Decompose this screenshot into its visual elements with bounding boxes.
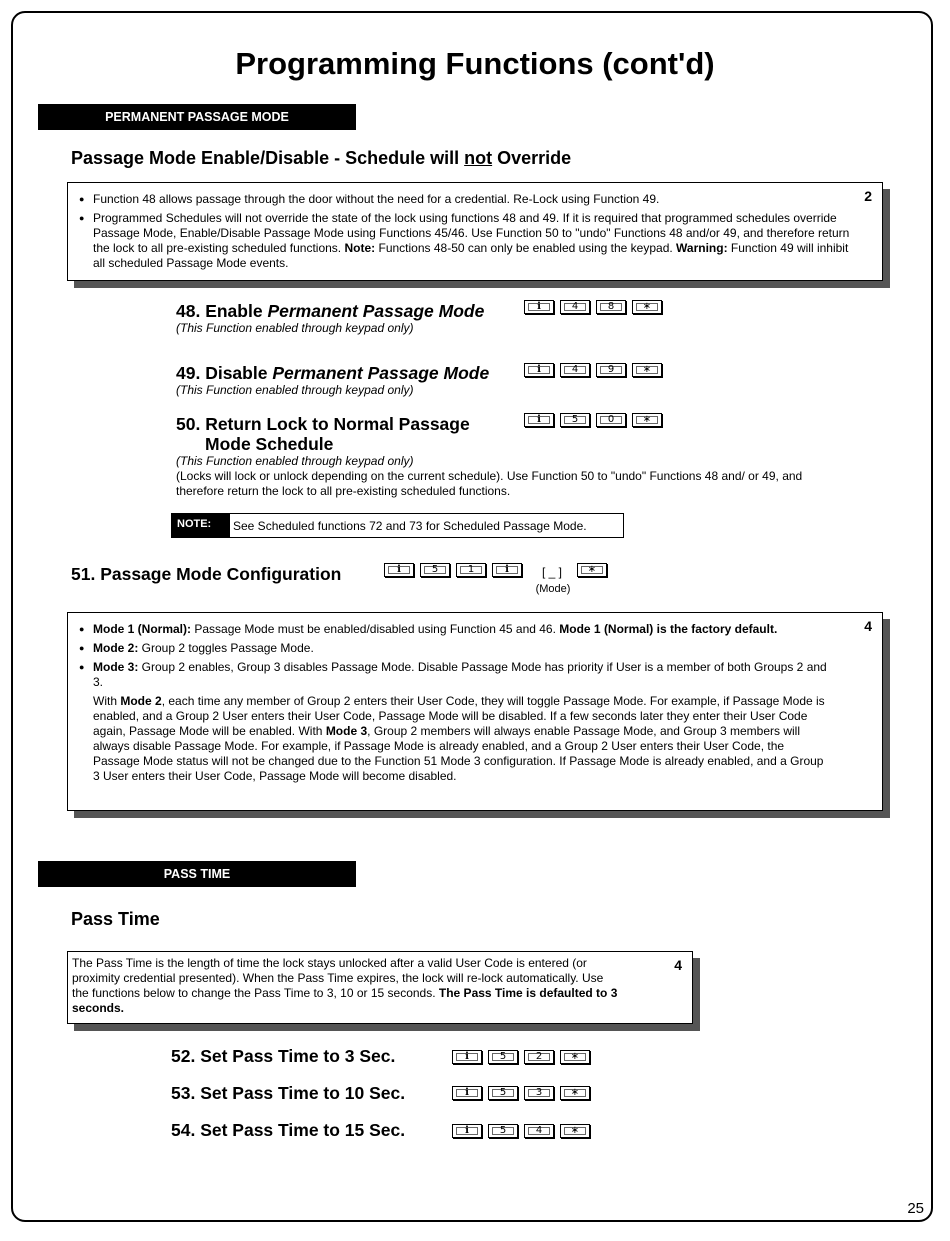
function-48-subtitle: (This Function enabled through keypad only)	[176, 321, 414, 335]
note-box	[171, 513, 624, 538]
key-lock-icon: ℹ	[524, 413, 554, 427]
key-lock-icon: ℹ	[452, 1086, 482, 1100]
key-1: 1	[456, 563, 486, 577]
mode-config-info-box	[67, 612, 883, 811]
section-bar-pass-time: PASS TIME	[38, 861, 356, 887]
function-53-title: 53. Set Pass Time to 10 Sec.	[171, 1083, 406, 1103]
function-52-keys	[452, 1050, 590, 1064]
function-49-subtitle: (This Function enabled through keypad only)	[176, 383, 414, 397]
passage-mode-heading: Passage Mode Enable/Disable - Schedule will not Override	[71, 148, 572, 168]
key-0: 0	[596, 413, 626, 427]
function-52-title: 52. Set Pass Time to 3 Sec.	[171, 1046, 396, 1066]
key-3: 3	[524, 1086, 554, 1100]
key-2: 2	[524, 1050, 554, 1064]
key-5: 5	[420, 563, 450, 577]
box-number: 4	[674, 957, 682, 973]
function-54-keys	[452, 1124, 590, 1138]
mode-explanation: With Mode 2, each time any member of Group 2 enters their User Code, they will toggle Passage Mode. For example, if Passage Mode is enabled, and a Group 2 User enters their User Code, Passage Mode will be disabled. If a few seconds later they enter their User Code again, Passage Mode will be enabled. With Mode 3, Group 2 members will always enable Passage Mode, and Group 3 members will always disable Passage Mode. For example, if Passage Mode is already enabled, and a Group 2 User enters their User Code, the Passage Mode status will not be changed due to the Function 51 Mode 3 configuration. If Passage Mode is already enabled, and a Group 3 User enters their User Code, Passage Mode will become disabled.	[93, 694, 825, 783]
key-5: 5	[488, 1124, 518, 1138]
key-5: 5	[488, 1086, 518, 1100]
key-4: 4	[560, 300, 590, 314]
key-4: 4	[560, 363, 590, 377]
key-asterisk-icon: ∗	[632, 300, 662, 314]
function-54-title: 54. Set Pass Time to 15 Sec.	[171, 1120, 406, 1140]
function-50-description: (Locks will lock or unlock depending on the current schedule). Use Function 50 to "undo" Functions 48 and/ or 49, and therefore return the lock to all pre-existing scheduled functions.	[176, 469, 803, 498]
function-50-title: 50. Return Lock to Normal Passage Mode Schedule	[176, 414, 470, 454]
key-asterisk-icon: ∗	[560, 1124, 590, 1138]
section-bar-permanent-passage: PERMANENT PASSAGE MODE	[38, 104, 356, 130]
key-lock-icon: ℹ	[384, 563, 414, 577]
function-49-keys	[524, 363, 662, 377]
pass-time-description: The Pass Time is the length of time the lock stays unlocked after a valid User Code is entered (or proximity credential presented). When the Pass Time expires, the lock will re-lock automatically. Use the functions below to change the Pass Time to 3, 10 or 15 seconds. The Pass Time is defaulted to 3 seconds.	[72, 956, 618, 1015]
function-53-keys	[452, 1086, 590, 1100]
function-49-title: 49. Disable Permanent Passage Mode	[176, 363, 490, 383]
box-number: 4	[864, 618, 872, 634]
key-asterisk-icon: ∗	[632, 363, 662, 377]
bullet-item: ● Function 48 allows passage through the door without the need for a credential. Re-Lock using Function 49.	[79, 192, 852, 207]
key-8: 8	[596, 300, 626, 314]
bullet-item: ● Programmed Schedules will not override the state of the lock using functions 48 and 49. If it is required that programmed schedules override Passage Mode, Enable/Disable Passage Mode using Functions 45/46. Use Function 50 to "undo" Functions 48 and/or 49, and therefore return the lock to all pre-existing scheduled functions. Note: Functions 48-50 can only be enabled using the keypad. Warning: Function 49 will inhibit all scheduled Passage Mode events.	[79, 211, 852, 271]
note-text: See Scheduled functions 72 and 73 for Scheduled Passage Mode.	[233, 519, 587, 533]
key-asterisk-icon: ∗	[632, 413, 662, 427]
key-lock-icon: ℹ	[524, 363, 554, 377]
mode-2-item: ● Mode 2: Group 2 toggles Passage Mode.	[79, 641, 832, 656]
box-number: 2	[864, 188, 872, 204]
key-lock-icon: ℹ	[452, 1124, 482, 1138]
function-48-keys	[524, 300, 662, 314]
note-label: NOTE:	[172, 514, 230, 537]
key-5: 5	[560, 413, 590, 427]
key-asterisk-icon: ∗	[560, 1050, 590, 1064]
key-lock-icon: ℹ	[452, 1050, 482, 1064]
key-9: 9	[596, 363, 626, 377]
mode-input-slot: [ _ ]	[541, 565, 562, 579]
key-lock-icon: ℹ	[524, 300, 554, 314]
key-lock-icon: ℹ	[492, 563, 522, 577]
function-50-keys	[524, 413, 662, 427]
key-5: 5	[488, 1050, 518, 1064]
function-50-subtitle: (This Function enabled through keypad only)	[176, 454, 414, 468]
mode-label: (Mode)	[535, 583, 571, 595]
function-48-title: 48. Enable Permanent Passage Mode	[176, 301, 485, 321]
passage-mode-info-box	[67, 182, 883, 281]
pass-time-info-box	[67, 951, 693, 1024]
mode-1-item: ● Mode 1 (Normal): Passage Mode must be enabled/disabled using Function 45 and 46. Mode 1 (Normal) is the factory default.	[79, 622, 832, 637]
page-number: 25	[907, 1200, 924, 1217]
function-51-title: 51. Passage Mode Configuration	[71, 564, 342, 584]
mode-3-item: ● Mode 3: Group 2 enables, Group 3 disables Passage Mode. Disable Passage Mode has priority if User is a member of both Groups 2 and 3.	[79, 660, 832, 690]
key-4: 4	[524, 1124, 554, 1138]
page-title: Programming Functions (cont'd)	[235, 46, 715, 81]
function-51-end-key	[577, 563, 607, 577]
pass-time-heading: Pass Time	[71, 909, 160, 929]
function-51-keys	[384, 563, 522, 577]
key-asterisk-icon: ∗	[560, 1086, 590, 1100]
key-asterisk-icon: ∗	[577, 563, 607, 577]
